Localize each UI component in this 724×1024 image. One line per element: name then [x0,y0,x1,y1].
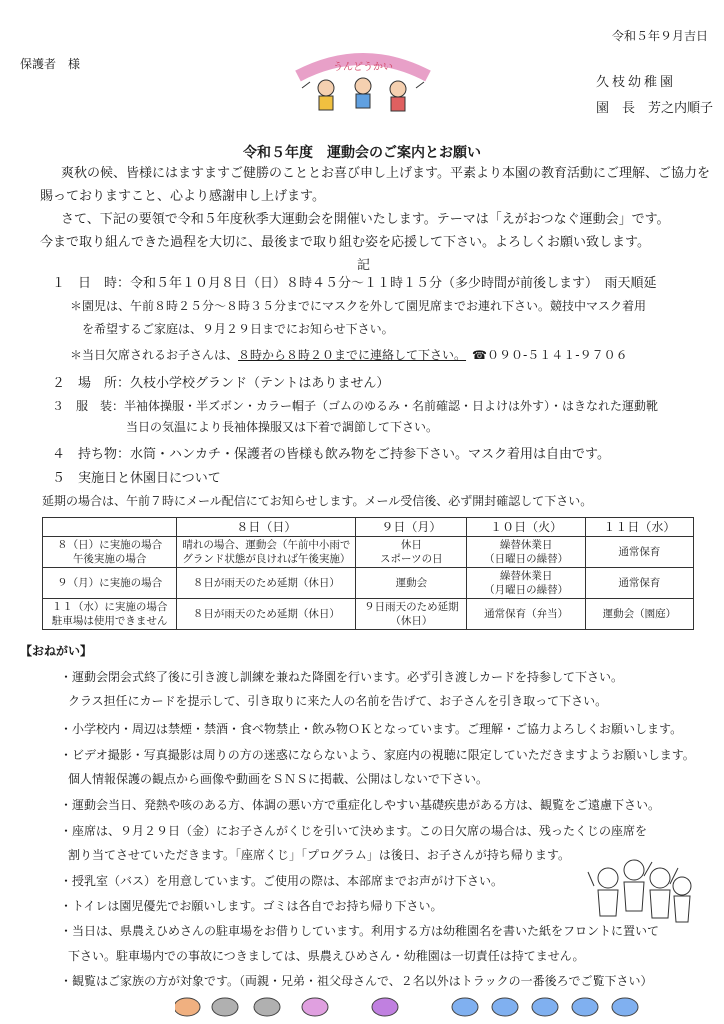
request-line: ・ビデオ撮影・写真撮影は周りの方の迷惑にならないよう、家庭内の視聴に限定していただきますようお願いします。 [60,748,695,762]
request-line: 割り当てさせていただきます。「座席くじ」「プログラム」は後日、お子さんが持ち帰ります。 [68,848,570,862]
recipient: 保護者 様 [20,57,81,71]
request-line: ・運動会当日、発熱や咳のある方、体調の悪い方で重症化しやすい基礎疾患がある方は、観覧をご遠慮下さい。 [60,798,661,812]
table-cell: ９日雨天のため延期 （休日） [356,599,467,630]
table-cell: 繰替休業日 （日曜日の繰替） [467,537,586,568]
ki-label: 記 [357,258,371,273]
animal-icon [532,998,558,1016]
table-header-cell: １０日（火） [467,518,586,537]
schedule-table [42,517,694,630]
issue-date: 令和５年９月吉日 [611,29,708,43]
table-header-cell: １１日（水） [585,518,693,537]
animal-parade-illustration [175,992,645,1018]
animal-icon [212,998,238,1016]
table-cell: 運動会 [356,568,467,599]
table-row [43,599,694,630]
animal-icon [492,998,518,1016]
table-cell: 休日 スポーツの日 [356,537,467,568]
animal-icon [254,998,280,1016]
principal-name: 園 長 芳之内順子 [596,101,714,116]
table-cell: １１（水）に実施の場合 駐車場は使用できません [43,599,177,630]
rain-notice: 延期の場合は、午前７時にメール配信にてお知らせします。メール受信後、必ず開封確認して下さい。 [42,494,593,508]
table-row [43,568,694,599]
animal-icon [612,998,638,1016]
table-cell: 通常保育（弁当） [467,599,586,630]
children-cheering-illustration [586,856,696,936]
page-title: 令和５年度 運動会のご案内とお願い [243,145,481,161]
rain-heading: ５ 実施日と休園日について [52,471,221,486]
table-cell: 通常保育 [585,568,693,599]
animal-icon [452,998,478,1016]
table-cell: ８日が雨天のため延期（休日） [177,599,356,630]
table-cell: 通常保育 [585,537,693,568]
note-line: ＊園児は、午前８時２５分～８時３５分までにマスクを外して園児席までお連れ下さい。競技中マスク着用 [70,299,647,313]
table-cell: 繰替休業日 （月曜日の繰替） [467,568,586,599]
request-line: ・授乳室（バス）を用意しています。ご使用の際は、本部席までお声がけ下さい。 [60,874,504,888]
sports-day-banner-illustration [288,48,438,118]
place-line: ２ 場 所：久枝小学校グランド（テントはありません） [52,376,390,391]
clothes-line: ３ 服 装：半袖体操服・半ズボン・カラー帽子（ゴムのゆるみ・名前確認・日よけは外す）・はきなれた運動靴 [52,399,659,413]
intro-line: 爽秋の候、皆様にはますますご健勝のこととお喜び申し上げます。平素より本園の教育活動にご理解、ご協力を [48,166,710,181]
table-cell: ８日が雨天のため延期（休日） [177,568,356,599]
table-cell: ８（日）に実施の場合 午後実施の場合 [43,537,177,568]
request-line: 下さい。駐車場内での事故につきましては、県農えひめさん・幼稚園は一切責任は持てません。 [68,949,585,963]
request-line: 個人情報保護の観点から画像や動画をＳＮＳに掲載、公開はしないで下さい。 [68,772,489,786]
table-cell: 晴れの場合、運動会（午前中小雨で グランド状態が良ければ午後実施） [177,537,356,568]
animal-icon [302,998,328,1016]
clothes-line: 当日の気温により長袖体操服又は下着で調節して下さい。 [126,420,439,434]
request-line: ・小学校内・周辺は禁煙・禁酒・食べ物禁止・飲み物ＯＫとなっています。ご理解・ご協力よろしくお願いします。 [60,722,683,736]
table-header-row [43,518,694,537]
requests-heading: 【おねがい】 [20,644,93,658]
table-header-cell: ８日（日） [177,518,356,537]
absence-deadline: ８時から８時２０までに連絡して下さい。 [238,348,467,362]
table-header-cell [43,518,177,537]
banner-text: うんどうかい [333,62,393,73]
note-line: を希望するご家庭は、９月２９日までにお知らせ下さい。 [82,322,394,336]
event-date-line: １ 日 時：令和５年１０月８日（日）８時４５分～１１時１５分（多少時間が前後します） 雨天順延 [52,276,657,291]
intro-line: 今まで取り組んできた過程を大切に、最後まで取り組む姿を応援して下さい。よろしくお願い致します。 [40,235,650,250]
request-line: ・座席は、９月２９日（金）にお子さんがくじを引いて決めます。この日欠席の場合は、残ったくじの座席を [60,824,648,838]
request-line: ・観覧はご家族の方が対象です。（両親・兄弟・祖父母さんで、２名以外はトラックの一番後ろでご覧下さい） [60,974,653,988]
animal-icon [372,998,398,1016]
request-line: ・当日は、県農えひめさんの駐車場をお借りしています。利用する方は幼稚園名を書いた紙をフロントに置いて [60,924,660,938]
animal-icon [572,998,598,1016]
phone-number: ☎０９０-５１４１-９７０６ [472,348,628,362]
intro-line: 賜っておりますこと、心より感謝申し上げます。 [40,189,325,204]
intro-line: さて、下記の要領で令和５年度秋季大運動会を開催いたします。テーマは「えがおつなぐ運動会」です。 [48,212,670,227]
table-cell: 運動会（園庭） [585,599,693,630]
kindergarten-name: 久枝幼稚園 [596,75,677,90]
table-header-cell: ９日（月） [356,518,467,537]
table-cell: ９（月）に実施の場合 [43,568,177,599]
belongings-line: ４ 持ち物：水筒・ハンカチ・保護者の皆様も飲み物をご持参下さい。マスク着用は自由です。 [52,447,610,462]
request-line: ・トイレは園児優先でお願いします。ゴミは各自でお持ち帰り下さい。 [60,899,443,913]
animal-icon [175,998,200,1016]
absence-note: ＊当日欠席されるお子さんは、 [70,348,239,362]
table-row [43,537,694,568]
request-line: ・運動会閉会式終了後に引き渡し訓練を兼ねた降園を行います。必ず引き渡しカードを持参して下さい。 [60,670,624,684]
request-line: クラス担任にカードを提示して、引き取りに来た人の名前を告げて、お子さんを引き取って下さい。 [68,694,608,708]
